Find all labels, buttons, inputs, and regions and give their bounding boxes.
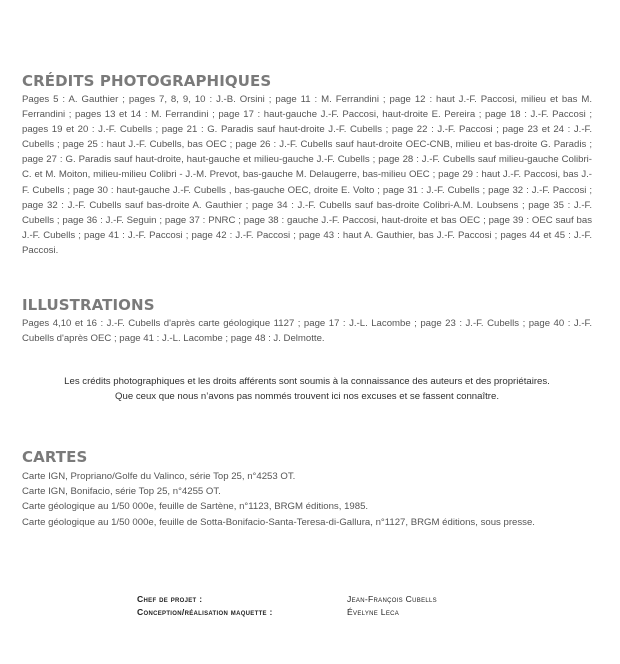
carte-item: Carte géologique au 1/50 000e, feuille de Sotta-Bonifacio-Santa-Teresa-di-Gallura, n°1127, BRGM éditions, sous presse. — [22, 516, 535, 528]
credits-heading: CRÉDITS PHOTOGRAPHIQUES — [22, 72, 272, 90]
chef-de-projet-row — [137, 594, 497, 607]
rights-notice-line-1: Les crédits photographiques et les droits afférents sont soumis à la connaissance des auteurs et des propriétaires. — [64, 376, 550, 387]
chef-de-projet-label: Chef de projet : — [137, 594, 203, 604]
cartes-list — [22, 469, 592, 530]
credits-section — [22, 72, 592, 258]
illustrations-text: Pages 4,10 et 16 : J.-F. Cubells d'après carte géologique 1127 ; page 17 : J.-L. Lacombe ; page 23 : J.-F. Cubells ; page 40 : J.-F. Cubells d'après OEC ; page 41 : J.-L. Lacombe ; page 48 : J. Delmotte. — [22, 318, 592, 345]
conception-row — [137, 607, 497, 620]
credits-text: Pages 5 : A. Gauthier ; pages 7, 8, 9, 10 : J.-B. Orsini ; page 11 : M. Ferrandini ; page 12 : haut J.-F. Paccosi, milieu et bas M. Ferrandini ; pages 13 et 14 : M. Ferrandini ; page 17 : haut-gauche J.-F. Paccosi, haut-droite E. Pereira ; page 18 : J.-F. Paccosi ; pages 19 et 20 : J.-F. Cubells ; page 21 : G. Paradis sauf haut-droite J.-F. Cubells ; page 22 : J.-F. Paccosi ; page 23 et 24 : J.-F. Cubells ; page 25 : haut J.-F. Cubells, bas OEC ; page 26 : J.-F. Cubells sauf haut-droite OEC-CNB, milieu et bas-droite G. Paradis ; page 27 : G. Paradis sauf haut-droite, haut-gauche et milieu-gauche J.-F. Cubells ; page 28 : J.-F. Cubells sauf milieu-gauche Colibri- C. et M. Moiton, milieu-milieu Colibri - J.-M. Prevot, bas-gauche M. Delaugerre, bas-milieu OEC ; page 29 : haut J.-F. Paccosi, bas J.-F. Cubells ; page 30 : haut-gauche J.-F. Cubells , bas-gauche OEC, droite E. Volto ; page 31 : J.-F. Cubells ; page 32 : J.-F. Paccosi ; page 32 : J.-F. Cubells sauf bas-droite A. Gauthier ; page 34 : J.-F. Cubells sauf bas-droite Colibri-A.M. Loubsens ; page 35 : J.-F. Cubells ; page 36 : J.-F. Seguin ; page 37 : PNRC ; page 38 : gauche J.-F. Paccosi, haut-droite et bas OEC ; page 39 : OEC sauf bas J.-F. Cubells ; page 41 : J.-F. Paccosi ; page 42 : J.-F. Paccosi ; page 43 : haut A. Gauthier, bas J.-F. Paccosi ; pages 44 et 45 : J.-F. Paccosi. — [22, 94, 592, 256]
cartes-heading: CARTES — [22, 448, 88, 466]
carte-item: Carte IGN, Bonifacio, série Top 25, n°4255 OT. — [22, 486, 221, 498]
illustrations-heading: ILLUSTRATIONS — [22, 296, 155, 314]
rights-notice — [22, 374, 592, 404]
conception-label: Conception/réalisation maquette : — [137, 607, 273, 617]
chef-de-projet-name: Jean-François Cubells — [347, 594, 437, 604]
credits-footer — [137, 594, 497, 620]
rights-notice-line-2: Que ceux que nous n’avons pas nommés trouvent ici nos excuses et se fassent connaître. — [115, 391, 499, 402]
carte-item: Carte géologique au 1/50 000e, feuille de Sartène, n°1123, BRGM éditions, 1985. — [22, 501, 369, 513]
conception-name: Évelyne Leca — [347, 607, 400, 617]
illustrations-section — [22, 296, 592, 346]
cartes-section — [22, 448, 592, 530]
carte-item: Carte IGN, Propriano/Golfe du Valinco, série Top 25, n°4253 OT. — [22, 471, 296, 482]
